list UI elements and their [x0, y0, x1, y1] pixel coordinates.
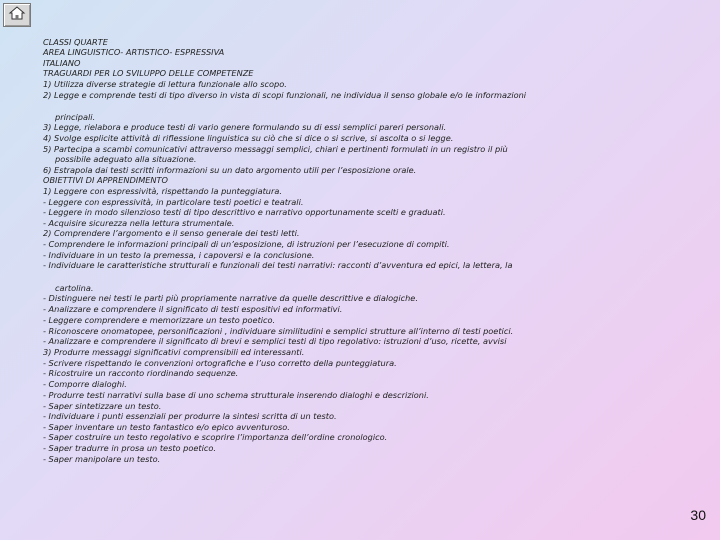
text-line: AREA LINGUISTICO- ARTISTICO- ESPRESSIVA	[43, 47, 225, 57]
text-line: - Saper costruire un testo regolativo e scoprire l’importanza dell’ordine cronologico.	[43, 432, 388, 442]
text-line: OBIETTIVI DI APPRENDIMENTO	[43, 175, 168, 185]
text-line: - Produrre testi narrativi sulla base di uno schema strutturale inserendo dialoghi e descrizioni.	[43, 390, 429, 400]
text-line: - Individuare i punti essenziali per produrre la sintesi scritta di un testo.	[43, 411, 337, 421]
text-line: 3) Produrre messaggi significativi comprensibili ed interessanti.	[43, 347, 305, 357]
text-line: 2) Legge e comprende testi di tipo diverso in vista di scopi funzionali, ne individua il senso globale e/o le informazioni	[43, 90, 527, 100]
text-line: 3) Legge, rielabora e produce testi di vario genere formulando su di essi semplici pareri personali.	[43, 122, 447, 132]
text-line: CLASSI QUARTE	[43, 37, 108, 47]
text-line: 2) Comprendere l’argomento e il senso generale dei testi letti.	[43, 228, 300, 238]
text-line: - Leggere comprendere e memorizzare un testo poetico.	[43, 315, 276, 325]
text-line: - Individuare le caratteristiche strutturali e funzionali dei testi narrativi: racconti d’avventura ed epici, la lettera, la	[43, 260, 513, 270]
text-line: - Comprendere le informazioni principali di un’esposizione, di istruzioni per l’esecuzione di compiti.	[43, 239, 450, 249]
text-line: - Leggere con espressività, in particolare testi poetici e teatrali.	[43, 197, 304, 207]
text-line: 5) Partecipa a scambi comunicativi attraverso messaggi semplici, chiari e pertinenti formulati in un registro il più	[43, 144, 508, 154]
text-line: ITALIANO	[43, 58, 81, 68]
text-line: 4) Svolge esplicite attività di riflessione linguistica su ciò che si dice o si scrive, si ascolta o si legge.	[43, 133, 454, 143]
text-line: - Acquisire sicurezza nella lettura strumentale.	[43, 218, 235, 228]
text-line: - Distinguere nei testi le parti più propriamente narrative da quelle descrittive e dialogiche.	[43, 293, 418, 303]
text-line: 1) Utilizza diverse strategie di lettura funzionale allo scopo.	[43, 79, 287, 89]
text-line: TRAGUARDI PER LO SVILUPPO DELLE COMPETENZE	[43, 68, 254, 78]
text-line: principali.	[55, 112, 96, 122]
text-line: - Analizzare e comprendere il significato di testi espositivi ed informativi.	[43, 304, 343, 314]
text-line: - Comporre dialoghi.	[43, 379, 127, 389]
text-line: cartolina.	[55, 283, 94, 293]
text-line: - Analizzare e comprendere il significato di brevi e semplici testi di tipo regolativo: istruzioni d’uso, ricette, avvisi	[43, 336, 507, 346]
text-line: possibile adeguato alla situazione.	[55, 154, 197, 164]
text-line: 1) Leggere con espressività, rispettando la punteggiatura.	[43, 186, 282, 196]
text-line: - Scrivere rispettando le convenzioni ortografiche e l’uso corretto della punteggiatura.	[43, 358, 397, 368]
text-line: - Leggere in modo silenzioso testi di tipo descrittivo e narrativo opportunamente scelti e graduati.	[43, 207, 446, 217]
text-line: - Ricostruire un racconto riordinando sequenze.	[43, 368, 239, 378]
text-line: - Saper sintetizzare un testo.	[43, 401, 162, 411]
text-line: - Riconoscere onomatopee, personificazioni , individuare similitudini e semplici strutture all’interno di testi poetici.	[43, 326, 514, 336]
page-number: 30	[690, 507, 706, 523]
text-line: 6) Estrapola dai testi scritti informazioni su un dato argomento utili per l’esposizione orale.	[43, 165, 417, 175]
text-line: - Saper manipolare un testo.	[43, 454, 161, 464]
text-line: - Saper inventare un testo fantastico e/o epico avventuroso.	[43, 422, 290, 432]
text-line: - Individuare in un testo la premessa, i capoversi e la conclusione.	[43, 250, 315, 260]
text-line: - Saper tradurre in prosa un testo poetico.	[43, 443, 217, 453]
